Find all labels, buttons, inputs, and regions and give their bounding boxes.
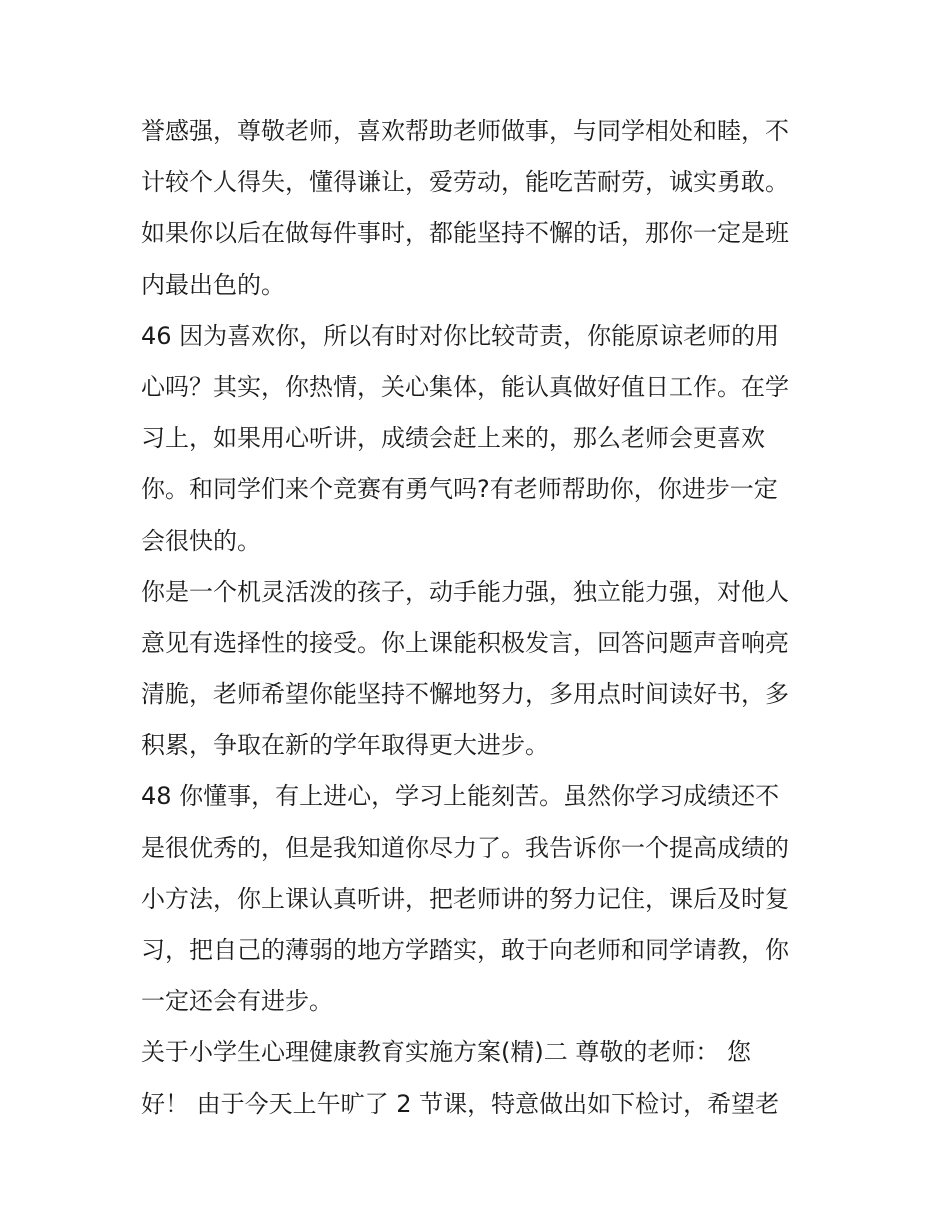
text-line: 你是一个机灵活泼的孩子，动手能力强，独立能力强，对他人	[141, 577, 789, 606]
text-line: 48 你懂事，有上进心，学习上能刻苦。虽然你学习成绩还不	[141, 782, 780, 811]
text-line: 关于小学生心理健康教育实施方案(精)二 尊敬的老师： 您	[141, 1038, 751, 1067]
text-line: 习，把自己的薄弱的地方学踏实，敢于向老师和同学请教，你	[141, 936, 789, 964]
text-line: 一定还会有进步。	[141, 987, 333, 1016]
text-line: 积累，争取在新的学年取得更大进步。	[141, 731, 549, 760]
text-line: 清脆，老师希望你能坚持不懈地努力，多用点时间读好书，多	[141, 680, 789, 709]
text-line: 好！ 由于今天上午旷了 2 节课，特意做出如下检讨，希望老	[141, 1089, 780, 1118]
text-line: 小方法，你上课认真听讲，把老师讲的努力记住，课后及时复	[141, 884, 789, 913]
text-line: 内最出色的。	[141, 270, 285, 299]
text-line: 计较个人得失，懂得谦让，爱劳动，能吃苦耐劳，诚实勇敢。	[141, 168, 789, 197]
text-line: 誉感强，尊敬老师，喜欢帮助老师做事，与同学相处和睦，不	[141, 117, 789, 145]
text-line: 意见有选择性的接受。你上课能积极发言，回答问题声音响亮	[141, 628, 789, 657]
text-line: 46 因为喜欢你，所以有时对你比较苛责，你能原谅老师的用	[141, 321, 780, 350]
text-line: 是很优秀的，但是我知道你尽力了。我告诉你一个提高成绩的	[141, 833, 789, 862]
text-line: 心吗？其实，你热情，关心集体，能认真做好值日工作。在学	[141, 372, 789, 401]
text-line: 会很快的。	[141, 526, 261, 555]
text-line: 你。和同学们来个竞赛有勇气吗?有老师帮助你，你进步一定	[141, 475, 778, 504]
document-body	[141, 106, 821, 1130]
text-line: 如果你以后在做每件事时，都能坚持不懈的话，那你一定是班	[141, 219, 789, 248]
text-line: 习上，如果用心听讲，成绩会赶上来的，那么老师会更喜欢	[141, 424, 765, 453]
